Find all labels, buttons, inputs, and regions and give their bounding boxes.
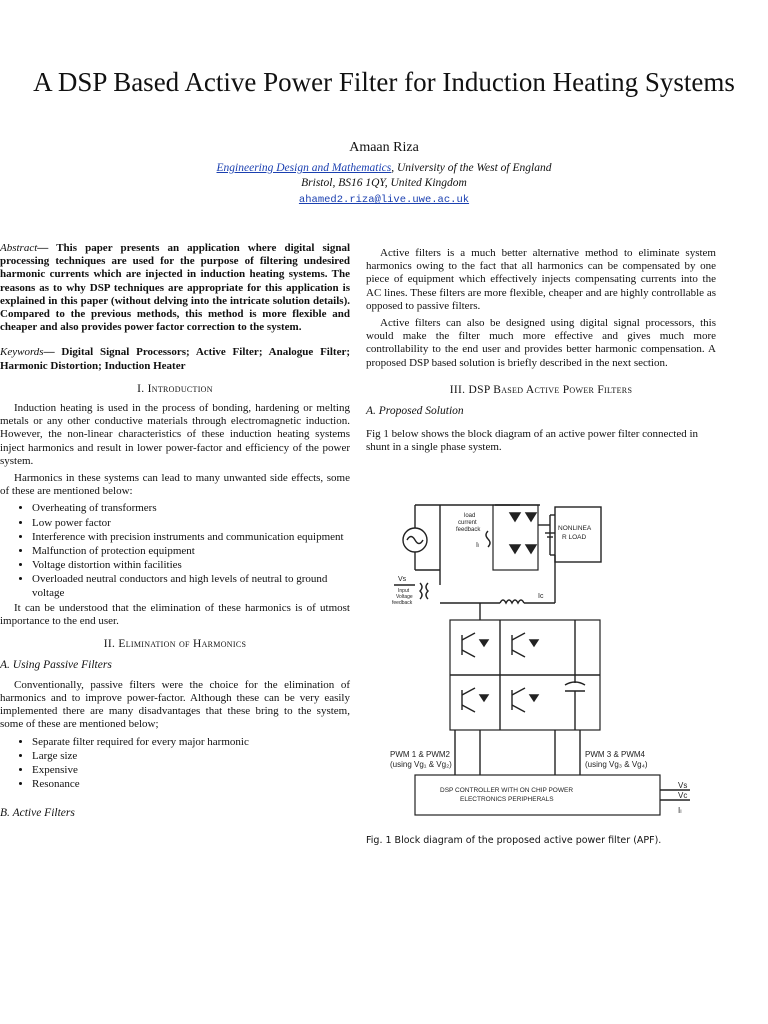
figure-caption-label: Fig. 1: [366, 835, 392, 846]
input-vc-label: Vc: [678, 791, 688, 800]
diode-icon: [510, 513, 520, 521]
igbt-switch-icon: [462, 688, 488, 712]
subsection-heading-proposed: A. Proposed Solution: [366, 405, 464, 418]
inductor-icon: [500, 600, 524, 603]
list-item: • Large size: [32, 750, 350, 763]
affiliation-city: Bristol, BS16 1QY, United Kingdom: [301, 177, 467, 189]
intro-paragraph-2: Harmonics in these systems can lead to many unwanted side effects, some of these are mentioned below:: [0, 472, 350, 498]
active-paragraph-1: Active filters is a much better alternative method to eliminate system harmonics owing to the fact that all harmonics can be compensated by one piece of equipment which effectively injects compensating currents into the AC lines. These filters are more flexible, cheaper and are highly controllable as opposed to passive filters.: [366, 247, 716, 312]
subsection-heading-active: B. Active Filters: [0, 807, 75, 820]
abstract-label: Abstract: [0, 242, 38, 254]
list-item: • Overloaded neutral conductors and high levels of neutral to ground voltage: [32, 573, 350, 599]
vs-label: Vs: [398, 576, 407, 583]
harmonic-effects-list: [0, 502, 350, 599]
section-heading-elimination: II. Elimination of Harmonics: [103, 638, 247, 651]
figure-caption: [366, 835, 726, 846]
intro-paragraph-3: It can be understood that the elimination of these harmonics is of utmost importance to the end user.: [0, 601, 350, 628]
diode-icon: [526, 513, 536, 521]
right-column: [366, 247, 716, 459]
author-email-link[interactable]: ahamed2.riza@live.uwe.ac.uk: [298, 194, 470, 206]
nonlinear-load-label-1: NONLINEA: [558, 525, 592, 532]
author-name: Amaan Riza: [349, 140, 419, 155]
proposed-paragraph: Fig 1 below shows the block diagram of an active power filter connected in shunt in a single phase system.: [366, 428, 699, 454]
figure-block-diagram: [380, 495, 710, 825]
igbt-switch-icon: [512, 633, 538, 657]
current-transformer-icon: [486, 531, 490, 547]
list-item: • Malfunction of protection equipment: [32, 545, 350, 558]
igbt-switch-icon: [462, 633, 488, 657]
load-feedback-label-1: load: [464, 513, 476, 519]
nonlinear-load-label-2: R LOAD: [562, 534, 587, 541]
list-item: • Expensive: [32, 764, 350, 777]
pwm12-gate-label: (using Vg₁ & Vg₂): [390, 760, 452, 769]
university-name: , University of the West of England: [391, 162, 552, 174]
subsection-heading-passive: A. Using Passive Filters: [0, 659, 112, 672]
igbt-switch-icon: [512, 688, 538, 712]
pwm12-label: PWM 1 & PWM2: [390, 750, 451, 759]
list-item: • Low power factor: [32, 517, 350, 530]
sine-wave-icon: [407, 537, 423, 544]
intro-paragraph-1: Induction heating is used in the process of bonding, hardening or melting metals or any other conductive materials through electromagnetic induction. However, the non-linear characteristics of these induction heating systems inject harmonics and result in lower power-factor and efficiency of the power system.: [0, 402, 350, 467]
list-item: • Separate filter required for every major harmonic: [32, 736, 350, 749]
capacitor-icon: [565, 682, 585, 685]
list-item: • Resonance: [32, 778, 350, 791]
active-paragraph-2: Active filters can also be designed using digital signal processors, this would make the filter much more effective and gives much more controllability to the end user and provides better harmonic compensation. A proposed DSP based solution is briefly described in the next section.: [366, 317, 716, 369]
diode-icon: [510, 545, 520, 553]
keywords-text: Digital Signal Processors; Active Filter; Analogue Filter; Harmonic Distortion; Induction Heater: [0, 346, 350, 372]
pwm34-label: PWM 3 & PWM4: [585, 750, 646, 759]
dsp-box-label-1: DSP CONTROLLER WITH ON CHIP POWER: [440, 787, 574, 794]
passive-disadvantages-list: [0, 736, 350, 792]
diode-icon: [526, 545, 536, 553]
section-heading-dsp: III. DSP Based Active Power Filters: [449, 383, 633, 396]
affiliation-line: [0, 162, 768, 174]
department-link[interactable]: Engineering Design and Mathematics: [216, 162, 392, 174]
left-column: [0, 242, 350, 827]
load-current-label: Iₗ: [476, 542, 480, 549]
input-vs-label: Vs: [678, 781, 688, 790]
pwm34-gate-label: (using Vg₃ & Vg₄): [585, 760, 648, 769]
keywords: Keywords— Digital Signal Processors; Active Filter; Analogue Filter; Harmonic Distortion; Induction Heater: [0, 346, 350, 372]
figure-caption-text: Block diagram of the proposed active power filter (APF).: [391, 835, 662, 846]
voltage-transformer-icon: [420, 583, 422, 599]
input-il-label: Iₗ: [678, 806, 682, 815]
dsp-box-label-2: ELECTRONICS PERIPHERALS: [460, 796, 554, 803]
list-item: • Overheating of transformers: [32, 502, 350, 515]
input-voltage-label-3: feedback: [392, 600, 413, 606]
keywords-label: Keywords: [0, 346, 44, 359]
list-item: • Voltage distortion within facilities: [32, 559, 350, 572]
compensation-current-label: Ic: [538, 593, 544, 600]
abstract: Abstract— This paper presents an application where digital signal processing techniques are used for the purpose of filtering undesired harmonic currents which are injected in induction heating systems. The reasons as to why DSP techniques are appropriate for this application is explained in this paper (without delving into the intricate solution details). Compared to the previous methods, this method is more flexible and cheaper and also provides power factor correction to the system.: [0, 242, 350, 334]
input-voltage-label-2: Voltage: [396, 594, 413, 600]
load-feedback-label-2: current: [458, 520, 477, 526]
section-heading-introduction: I. Introduction: [137, 382, 213, 395]
paper-title: A DSP Based Active Power Filter for Induction Heating Systems: [33, 67, 735, 97]
abstract-text: This paper presents an application where digital signal processing techniques are used for the purpose of filtering undesired harmonic currents which are injected in induction heating systems. The reasons as to why DSP techniques are appropriate for this application is explained in this paper (without delving into the intricate solution details). Compared to the previous methods, this method is more flexible and cheaper and also provides power factor correction to the system.: [0, 242, 350, 334]
load-feedback-label-3: feedback: [456, 527, 481, 533]
list-item: • Interference with precision instruments and communication equipment: [32, 531, 350, 544]
dsp-controller-box: [415, 775, 660, 815]
input-voltage-label-1: Input: [398, 588, 410, 594]
passive-paragraph: Conventionally, passive filters were the choice for the elimination of harmonics and to improve power-factor. Although these can be very easily implemented there are many disadvantages that these bring to the system, some of these are mentioned below;: [0, 678, 350, 731]
